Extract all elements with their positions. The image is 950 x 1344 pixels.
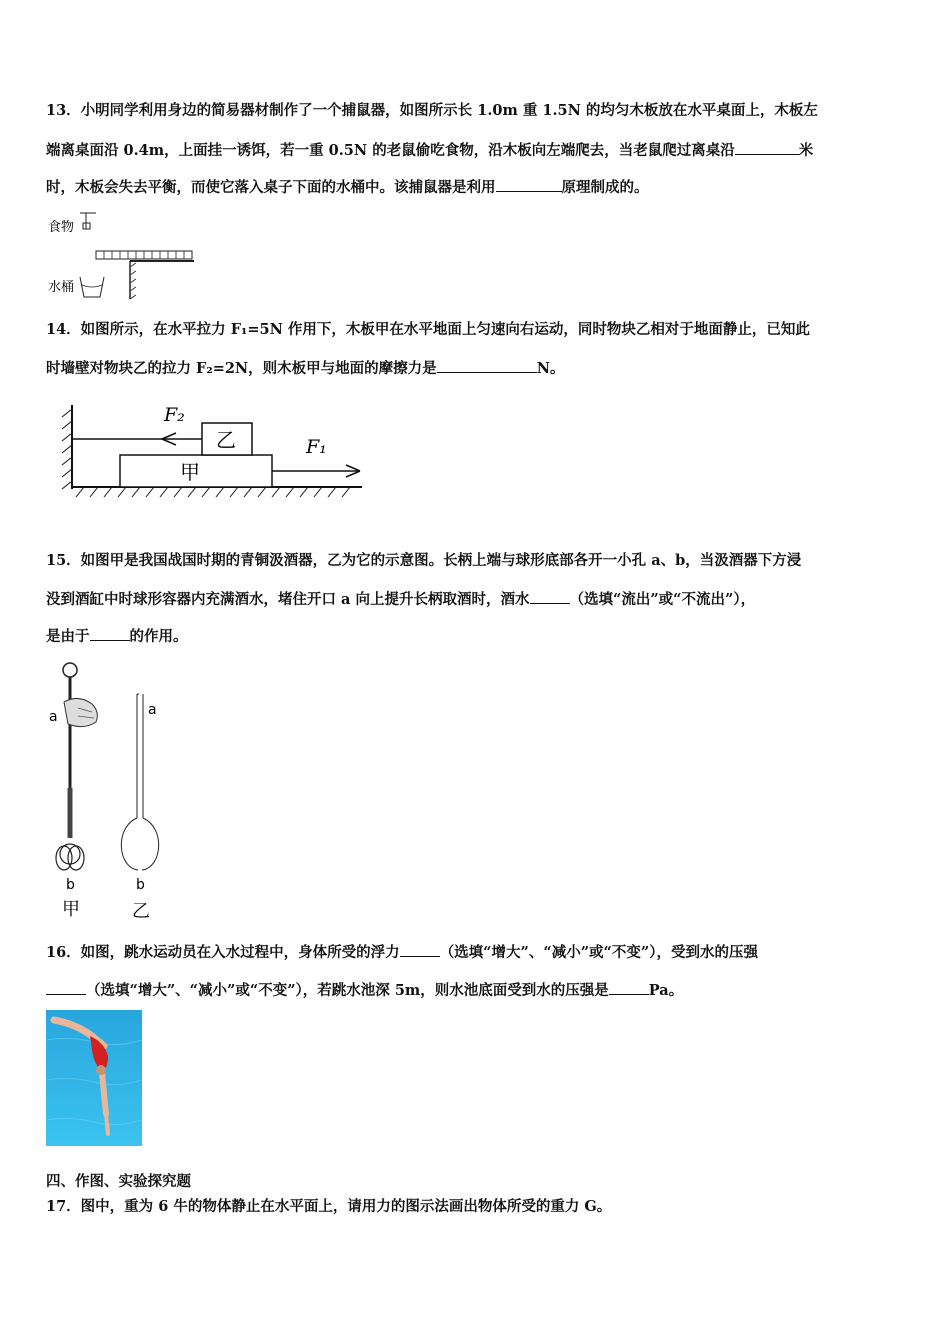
q13-line3-end: 原理制成的。 xyxy=(561,179,649,196)
q16-line2-text: （选填“增大”、“减小”或“不变”），若跳水池深 5m，则水池底面受到水的压强是 xyxy=(86,982,609,999)
q13-line2-text: 端离桌面沿 0.4m，上面挂一诱饵，若一重 0.5N 的老鼠偷吃食物，沿木板向左端爬去，当老鼠爬过离桌沿 xyxy=(46,142,735,159)
q15-line1: 15．如图甲是我国战国时期的青铜汲酒器，乙为它的示意图。长柄上端与球形底部各开一小孔 a、b，当汲酒器下方浸 xyxy=(46,552,802,569)
q16-blank-2[interactable] xyxy=(46,980,86,995)
q15-line3-end: 的作用。 xyxy=(129,628,188,645)
yi-b-label: b xyxy=(136,877,145,893)
q13-blank-1[interactable] xyxy=(735,140,799,155)
q16-line2-unit: Pa。 xyxy=(648,982,684,999)
q13-mousetrap-figure xyxy=(44,205,204,303)
q14-line1: 14．如图所示，在水平拉力 F₁=5N 作用下，木板甲在水平地面上匀速向右运动，同时物块乙相对于地面静止，已知此 xyxy=(46,321,810,338)
q15-line2-hint: （选填“流出”或“不流出”）， xyxy=(569,591,756,608)
section4-title: 四、作图、实验探究题 xyxy=(46,1173,191,1190)
q13-line2 xyxy=(46,140,904,161)
q13-line3-text: 时，木板会失去平衡，而使它落入桌子下面的水桶中。该捕鼠器是利用 xyxy=(46,179,496,196)
q16-line1-text: 16．如图，跳水运动员在入水过程中，身体所受的浮力 xyxy=(46,944,400,961)
food-label: 食物 xyxy=(48,220,75,235)
q15-line3 xyxy=(46,626,904,647)
f1-label: F₁ xyxy=(306,436,327,458)
q13-line1: 13．小明同学利用身边的简易器材制作了一个捕鼠器，如图所示长 1.0m 重 1.5N 的均匀木板放在水平桌面上，木板左 xyxy=(46,102,818,119)
block-yi-label: 乙 xyxy=(216,428,236,452)
q17-text: 17．图中，重为 6 牛的物体静止在水平面上，请用力的图示法画出物体所受的重力 G。 xyxy=(46,1198,612,1215)
q16-blank-1[interactable] xyxy=(400,942,440,957)
yi-a-label: a xyxy=(148,702,157,718)
q14-line2 xyxy=(46,358,904,379)
q16-line1 xyxy=(46,942,904,963)
q16-diver-photo xyxy=(46,1010,142,1146)
q15-line2-text: 没到酒缸中时球形容器内充满酒水，堵住开口 a 向上提升长柄取酒时，酒水 xyxy=(46,591,530,608)
jia-b-label: b xyxy=(66,877,75,893)
q15-blank-2[interactable] xyxy=(90,626,130,641)
q14-line2-unit: N。 xyxy=(536,360,565,377)
jia-caption: 甲 xyxy=(62,899,80,920)
q14-line2-text: 时墙壁对物块乙的拉力 F₂=2N，则木板甲与地面的摩擦力是 xyxy=(46,360,437,377)
q13-line3 xyxy=(46,177,904,198)
yi-caption: 乙 xyxy=(132,901,150,922)
q15-vessel-figure xyxy=(44,658,184,922)
q15-blank-1[interactable] xyxy=(530,589,570,604)
q13-line2-unit: 米 xyxy=(798,142,814,159)
q13-blank-2[interactable] xyxy=(496,177,562,192)
q15-line3-text: 是由于 xyxy=(46,628,90,645)
bucket-label: 水桶 xyxy=(48,280,75,295)
jia-a-label: a xyxy=(49,709,58,725)
q16-line2 xyxy=(46,980,904,1001)
q16-blank-3[interactable] xyxy=(609,980,649,995)
f2-label: F₂ xyxy=(164,404,185,426)
q14-blank[interactable] xyxy=(437,358,537,373)
q14-force-figure xyxy=(54,395,374,505)
q16-line1-hint: （选填“增大”、“减小”或“不变”），受到水的压强 xyxy=(439,944,758,961)
board-jia-label: 甲 xyxy=(180,460,200,484)
q15-line2 xyxy=(46,589,904,610)
